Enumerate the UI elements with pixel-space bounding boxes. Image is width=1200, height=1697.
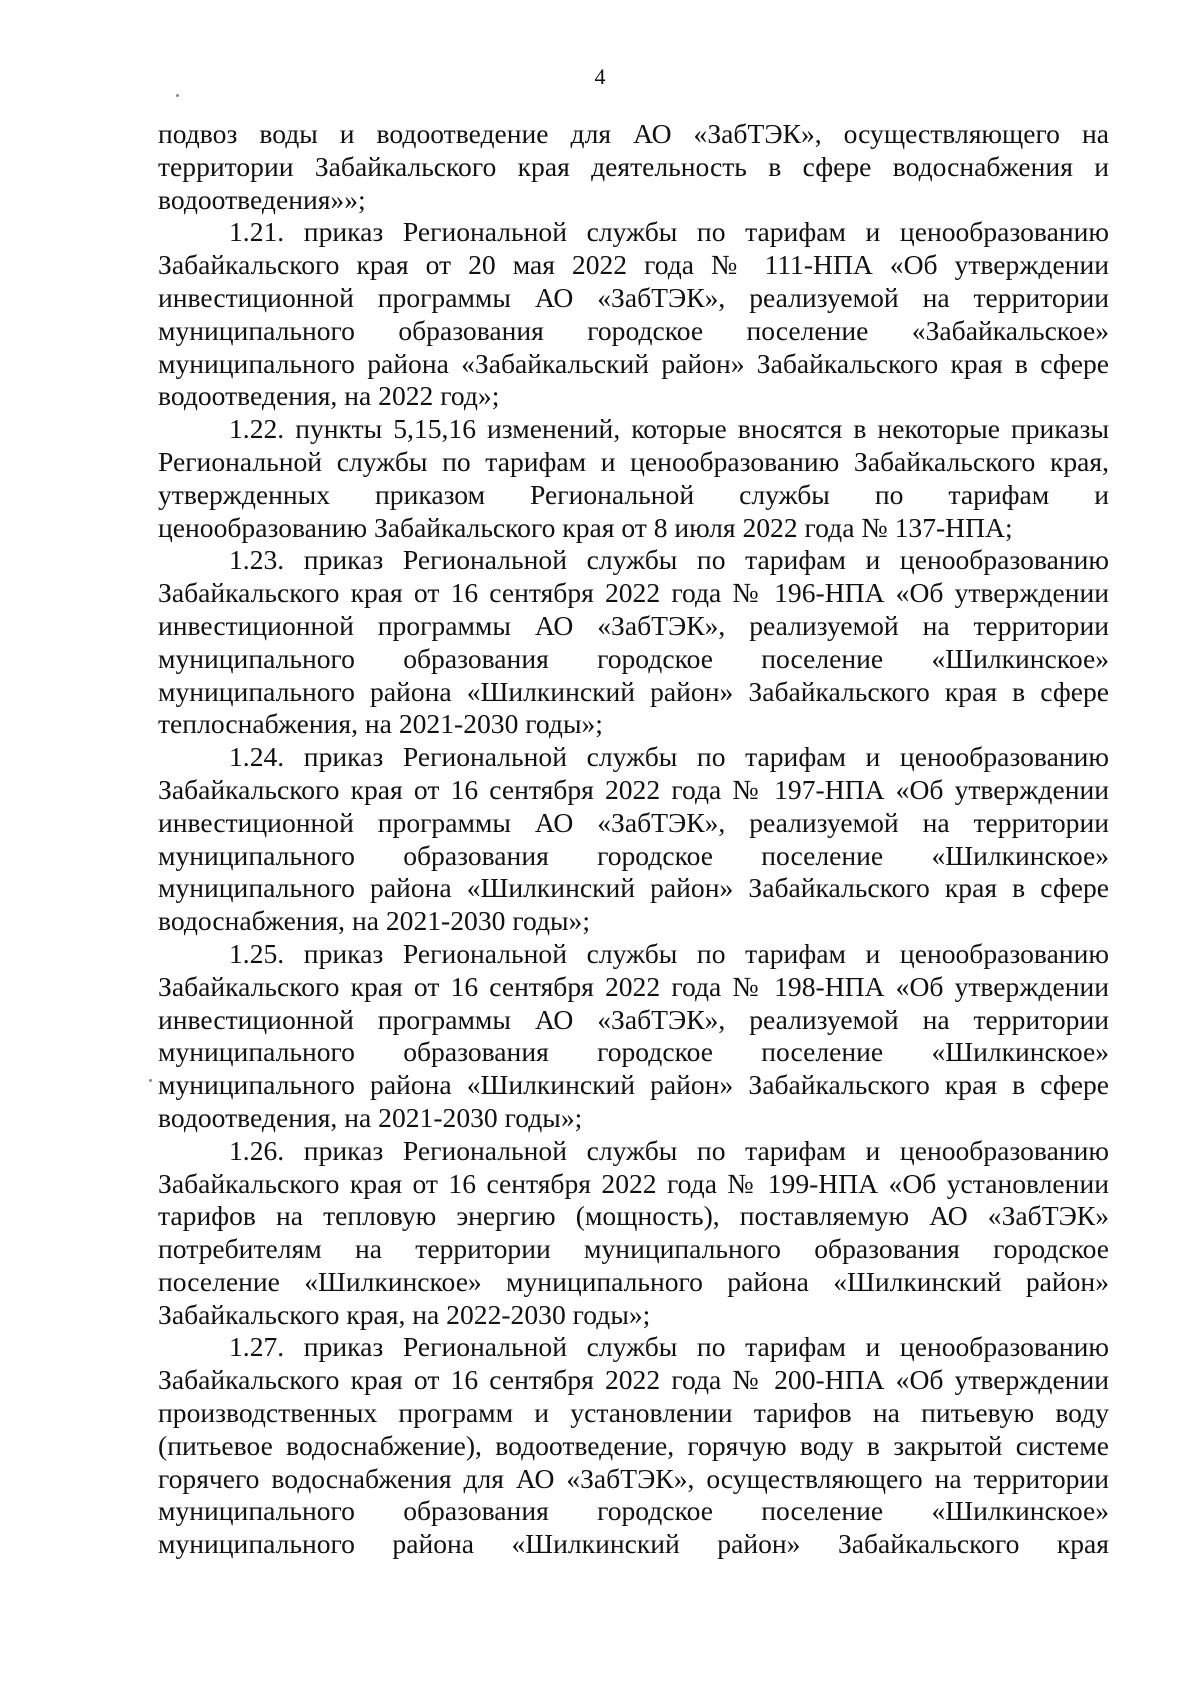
document-body [158, 118, 1109, 1561]
text-line: инвестиционной программы АО «ЗабТЭК», реализуемой на территории [158, 1003, 1109, 1035]
text-line: муниципального образования городское поселение «Шилкинское» [158, 1495, 1109, 1527]
text-line: муниципального образования городское поселение «Шилкинское» [158, 642, 1109, 674]
paragraph-1-25 [158, 938, 1109, 1135]
text-line: тарифов на тепловую энергию (мощность), поставляемую АО «ЗабТЭК» [158, 1200, 1109, 1232]
text-line: Региональной службы по тарифам и ценообразованию Забайкальского края, [158, 445, 1109, 477]
text-line: муниципального района «Шилкинский район» Забайкальского края в сфере [158, 675, 1109, 707]
text-line: потребителям на территории муниципального образования городское [158, 1233, 1109, 1265]
paragraph-1-26 [158, 1135, 1109, 1332]
text-line: утвержденных приказом Региональной службы по тарифам и [158, 478, 1109, 510]
text-line: производственных программ и установлении тарифов на питьевую воду [158, 1397, 1109, 1429]
text-line: подвоз воды и водоотведение для АО «ЗабТЭК», осуществляющего на [158, 118, 1109, 149]
paragraph-1-22 [158, 413, 1109, 544]
paragraph-1-23 [158, 544, 1109, 741]
text-line: муниципального района «Шилкинский район» Забайкальского края в сфере [158, 872, 1109, 904]
text-line: территории Забайкальского края деятельность в сфере водоснабжения и [158, 150, 1109, 182]
text-line: Забайкальского края, на 2022-2030 годы»; [158, 1298, 651, 1330]
text-line: Забайкальского края от 16 сентября 2022 года № 196-НПА «Об утверждении [158, 577, 1109, 609]
text-line: муниципального образования городское поселение «Шилкинское» [158, 839, 1109, 871]
text-line: муниципального района «Забайкальский район» Забайкальского края в сфере [158, 347, 1109, 379]
text-line: водоотведения»»; [158, 183, 366, 215]
text-line: инвестиционной программы АО «ЗабТЭК», реализуемой на территории [158, 609, 1109, 641]
text-line: муниципального района «Шилкинский район» Забайкальского края [158, 1528, 1109, 1560]
text-line: муниципального образования городское поселение «Шилкинское» [158, 1036, 1109, 1068]
paragraph-1-27 [158, 1331, 1109, 1561]
text-line: инвестиционной программы АО «ЗабТЭК», реализуемой на территории [158, 281, 1109, 313]
paragraph-1-21 [158, 216, 1109, 413]
text-line: 1.22. пункты 5,15,16 изменений, которые вносятся в некоторые приказы [229, 413, 1109, 445]
text-line: водоотведения, на 2022 год»; [158, 380, 500, 412]
text-line: водоснабжения, на 2021-2030 годы»; [158, 905, 591, 937]
text-line: муниципального района «Шилкинский район» Забайкальского края в сфере [158, 1069, 1109, 1101]
paragraph-continuation [158, 118, 1109, 216]
text-line: муниципального образования городское поселение «Забайкальское» [158, 314, 1109, 346]
text-line: Забайкальского края от 16 сентября 2022 года № 199-НПА «Об установлении [158, 1167, 1109, 1199]
text-line: горячего водоснабжения для АО «ЗабТЭК», осуществляющего на территории [158, 1462, 1109, 1494]
text-line: 1.23. приказ Региональной службы по тарифам и ценообразованию [229, 544, 1109, 576]
text-line: Забайкальского края от 20 мая 2022 года № 111-НПА «Об утверждении [158, 249, 1109, 281]
text-line: 1.21. приказ Региональной службы по тарифам и ценообразованию [229, 216, 1109, 248]
text-line: водоотведения, на 2021-2030 годы»; [158, 1101, 583, 1133]
scan-speck [176, 94, 179, 97]
page-number: 4 [594, 64, 606, 89]
text-line: Забайкальского края от 16 сентября 2022 года № 197-НПА «Об утверждении [158, 773, 1109, 805]
text-line: поселение «Шилкинское» муниципального района «Шилкинский район» [158, 1265, 1109, 1297]
text-line: 1.27. приказ Региональной службы по тарифам и ценообразованию [229, 1331, 1109, 1363]
text-line: 1.25. приказ Региональной службы по тарифам и ценообразованию [229, 937, 1109, 969]
text-line: Забайкальского края от 16 сентября 2022 года № 198-НПА «Об утверждении [158, 970, 1109, 1002]
text-line: 1.26. приказ Региональной службы по тарифам и ценообразованию [229, 1134, 1109, 1166]
text-line: 1.24. приказ Региональной службы по тарифам и ценообразованию [229, 741, 1109, 773]
scan-speck [149, 1079, 152, 1082]
text-line: Забайкальского края от 16 сентября 2022 года № 200-НПА «Об утверждении [158, 1364, 1109, 1396]
text-line: ценообразованию Забайкальского края от 8 июля 2022 года № 137-НПА; [158, 511, 1013, 543]
text-line: (питьевое водоснабжение), водоотведение, горячую воду в закрытой системе [158, 1429, 1109, 1461]
text-line: теплоснабжения, на 2021-2030 годы»; [158, 708, 603, 740]
text-line: инвестиционной программы АО «ЗабТЭК», реализуемой на территории [158, 806, 1109, 838]
paragraph-1-24 [158, 741, 1109, 938]
